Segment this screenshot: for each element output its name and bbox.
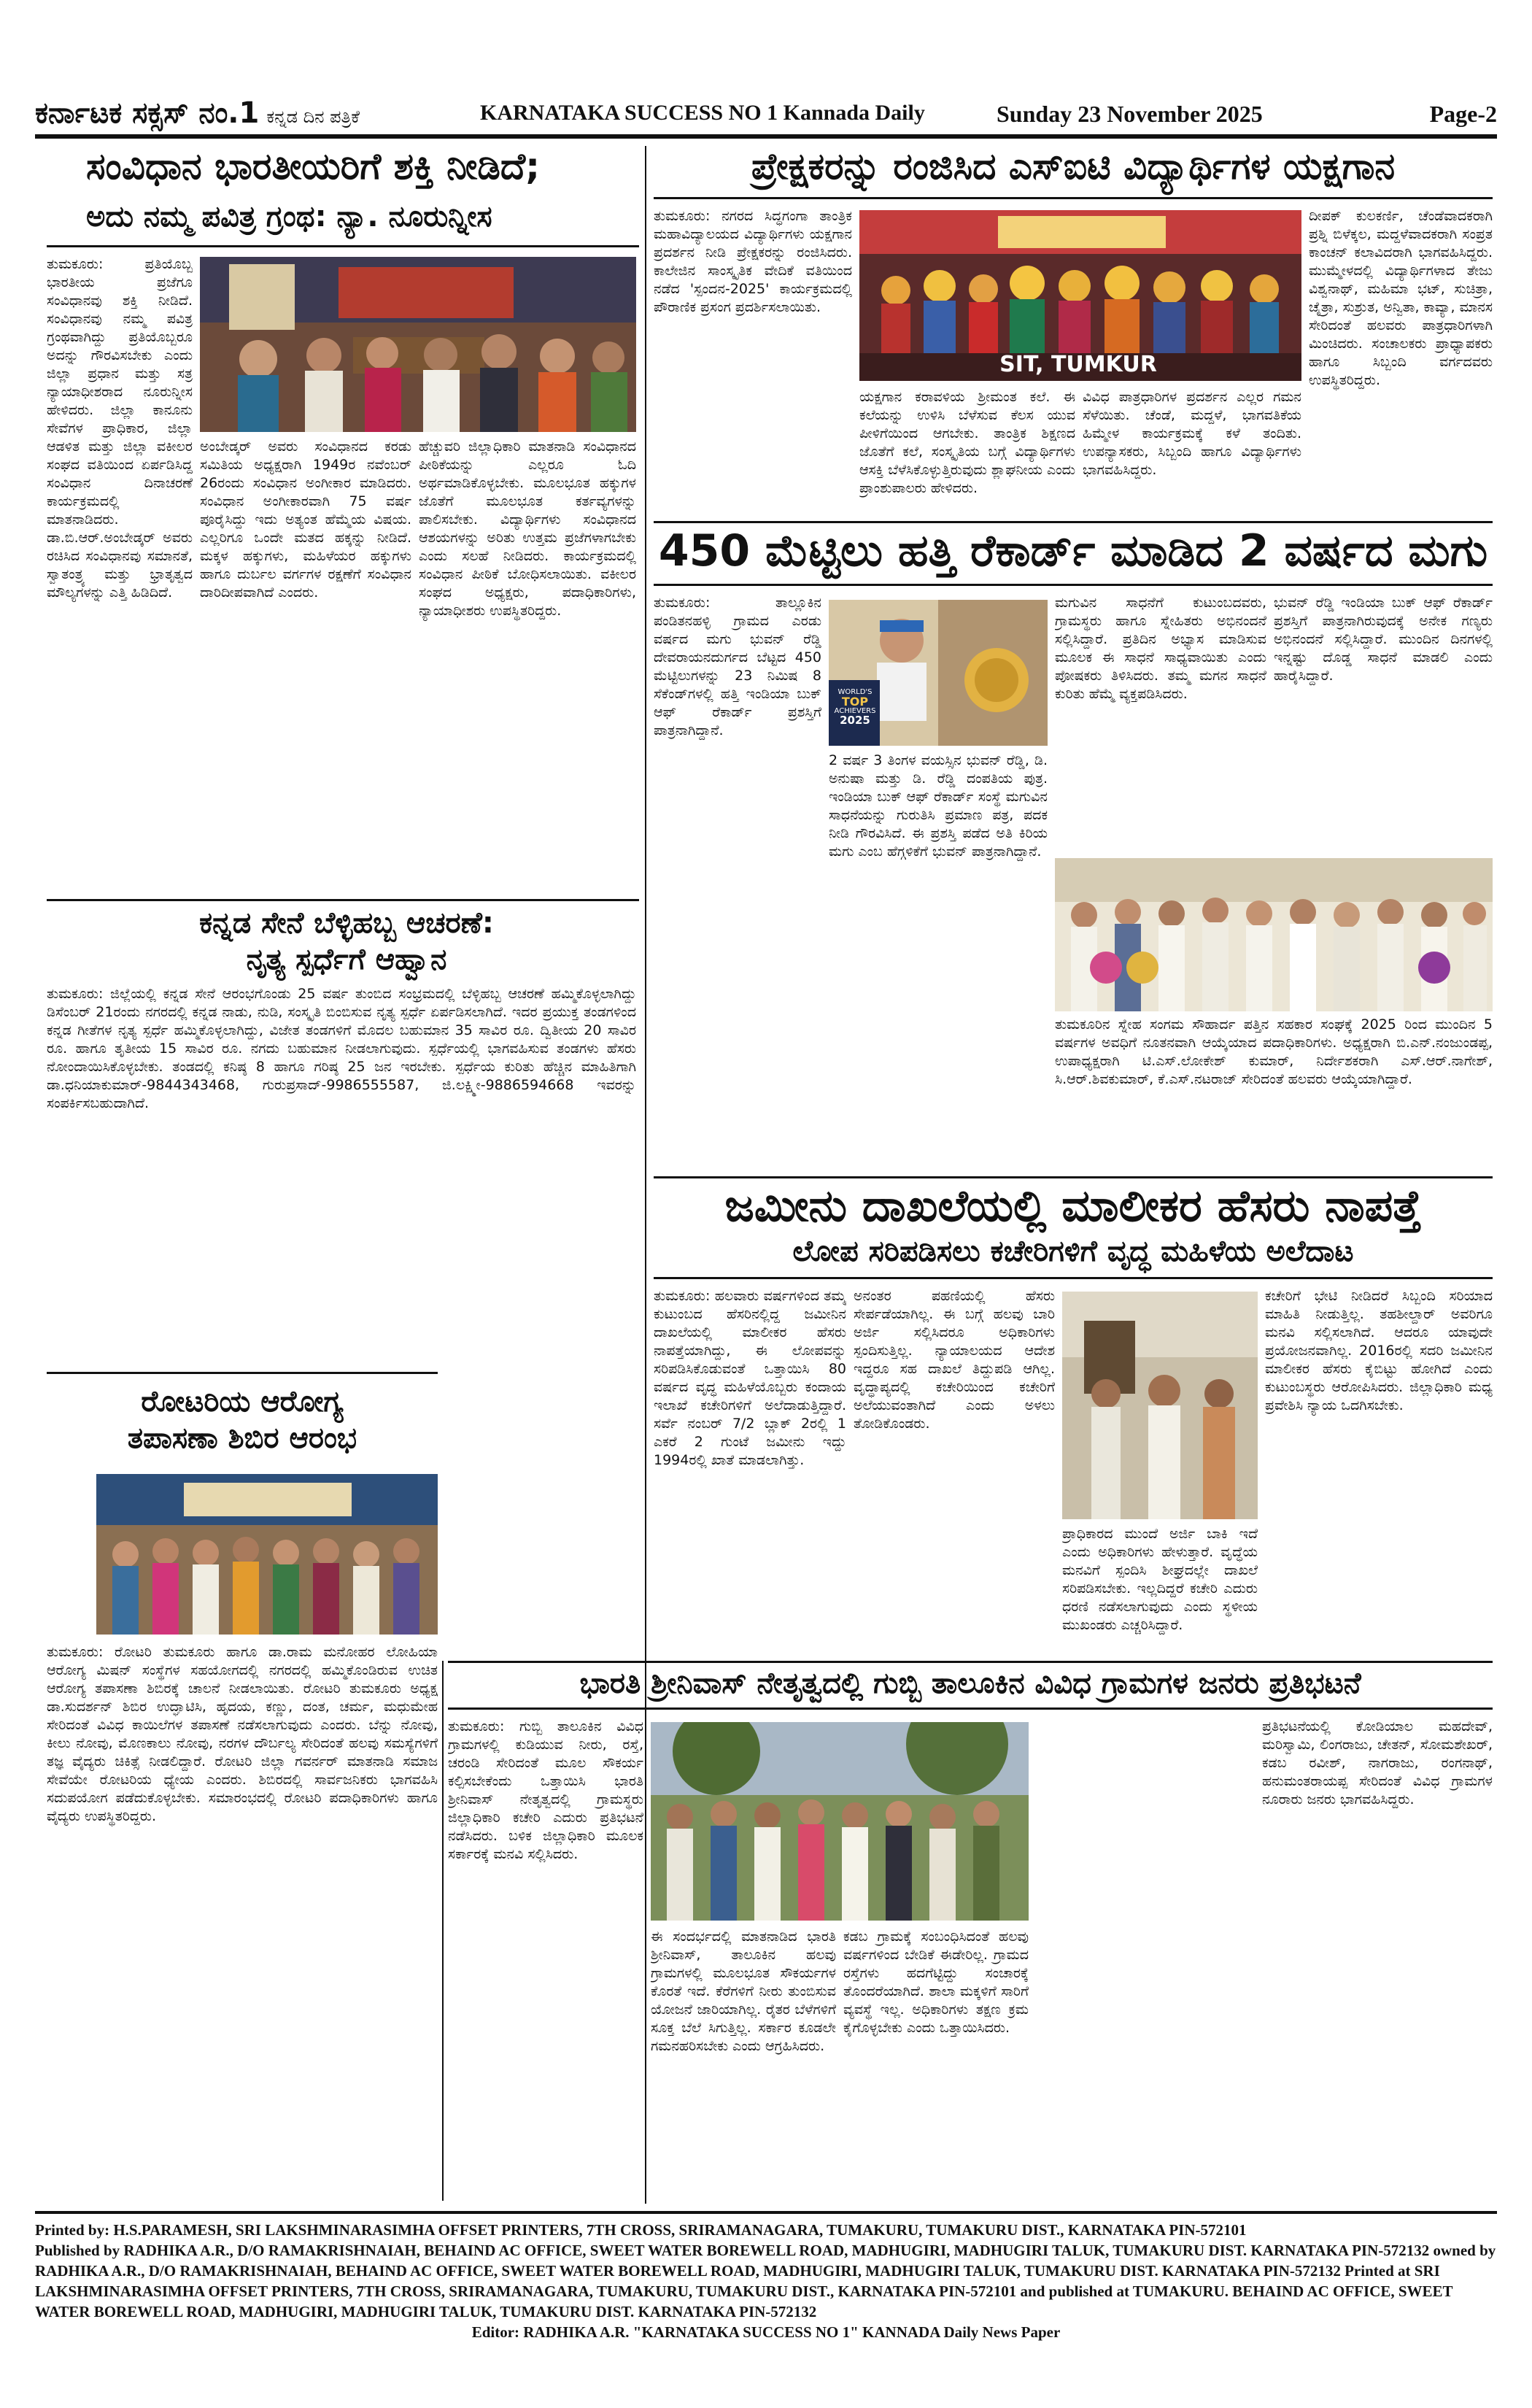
- imprint: [35, 2211, 1497, 2342]
- rotary-headline: ರೋಟರಿಯ ಆರೋಗ್ಯ: [141, 1385, 344, 1419]
- column-rule: [645, 146, 646, 2204]
- protest-body-1: ತುಮಕೂರು: ಗುಬ್ಬಿ ತಾಲೂಕಿನ ವಿವಿಧ ಗ್ರಾಮಗಳಲ್ಲಿ ಕುಡಿಯುವ ನೀರು, ರಸ್ತೆ, ಚರಂಡಿ ಸೇರಿದಂತೆ ಮೂಲ ಸೌಕರ್ಯ ಕಲ್ಪಿಸಬೇಕೆಂದು ಒತ್ತಾಯಿಸಿ ಭಾರತಿ ಶ್ರೀನಿವಾಸ್ ನೇತೃತ್ವದಲ್ಲಿ ಗ್ರಾಮಸ್ಥರು ಜಿಲ್ಲಾಧಿಕಾರಿ ಕಚೇರಿ ಎದುರು ಪ್ರತಿಭಟನೆ ನಡೆಸಿದರು. ಬಳಿಕ ಜಿಲ್ಲಾಧಿಕಾರಿ ಮೂಲಕ ಸರ್ಕಾರಕ್ಕೆ ಮನವಿ ಸಲ್ಲಿಸಿದರು.: [448, 1718, 643, 1862]
- constitution-subhead: ಅದು ನಮ್ಮ ಪವಿತ್ರ ಗ್ರಂಥ: ನ್ಯಾ. ನೂರುನ್ನೀಸ: [86, 200, 492, 234]
- rotary-margin: [47, 1474, 90, 1635]
- land-headline: ಜಮೀನು ದಾಖಲೆಯಲ್ಲಿ ಮಾಲೀಕರ ಹೆಸರು ನಾಪತ್ತೆ: [724, 1181, 1422, 1232]
- rotary-photo-image: [96, 1474, 438, 1635]
- award-badge: WORLD'S TOP ACHIEVERS 2025: [834, 688, 876, 727]
- paper-title: KARNATAKA SUCCESS NO 1 Kannada Daily: [480, 101, 925, 125]
- record-body-1: ತುಮಕೂರು: ತಾಲ್ಲೂಕಿನ ಪಂಡಿತನಹಳ್ಳಿ ಗ್ರಾಮದ ಎರಡು ವರ್ಷದ ಮಗು ಭುವನ್ ರೆಡ್ಡಿ ದೇವರಾಯನದುರ್ಗದ ಬೆಟ್ಟದ 450 ಮೆಟ್ಟಿಲುಗಳನ್ನು 23 ನಿಮಿಷ 8 ಸೆಕೆಂಡ್‌ಗಳಲ್ಲಿ ಹತ್ತಿ ಇಂಡಿಯಾ ಬುಕ್ ಆಫ್ ರೆಕಾರ್ಡ್ ಪ್ರಶಸ್ತಿಗೆ ಪಾತ್ರನಾಗಿದ್ದಾನೆ.: [654, 595, 821, 738]
- constitution-headline: ಸಂವಿಧಾನ ಭಾರತೀಯರಿಗೆ ಶಕ್ತಿ ನೀಡಿದೆ;: [86, 145, 541, 188]
- rotary-body: ತುಮಕೂರು: ರೋಟರಿ ತುಮಕೂರು ಹಾಗೂ ಡಾ.ರಾಮ ಮನೋಹರ ಲೋಹಿಯಾ ಆರೋಗ್ಯ ಮಿಷನ್ ಸಂಸ್ಥೆಗಳ ಸಹಯೋಗದಲ್ಲಿ ನಗರದಲ್ಲಿ ಹಮ್ಮಿಕೊಂಡಿರುವ ಉಚಿತ ಆರೋಗ್ಯ ತಪಾಸಣಾ ಶಿಬಿರಕ್ಕೆ ಚಾಲನೆ ನೀಡಲಾಯಿತು. ರೋಟರಿ ತುಮಕೂರು ಅಧ್ಯಕ್ಷ ಡಾ.ಸುದರ್ಶನ್ ಶಿಬಿರ ಉದ್ಘಾಟಿಸಿ, ಹೃದಯ, ಕಣ್ಣು, ದಂತ, ಚರ್ಮ, ಮಧುಮೇಹ ಸೇರಿದಂತೆ ವಿವಿಧ ಕಾಯಿಲೆಗಳ ತಪಾಸಣೆ ನಡೆಸಲಾಗುವುದು ಎಂದರು. ಬೆನ್ನು ನೋವು, ಕೀಲು ನೋವು, ಮೊಣಕಾಲು ನೋವು, ನರಗಳ ದೌರ್ಬಲ್ಯ ಸೇರಿದಂತೆ ಹಲವು ಸಮಸ್ಯೆಗಳಿಗೆ ತಜ್ಞ ವೈದ್ಯರು ಚಿಕಿತ್ಸೆ ನೀಡಲಿದ್ದಾರೆ. ರೋಟರಿ ಜಿಲ್ಲಾ ಗವರ್ನರ್ ಮಾತನಾಡಿ ಸಮಾಜ ಸೇವೆಯೇ ರೋಟರಿಯ ಧ್ಯೇಯ ಎಂದರು. ಶಿಬಿರದಲ್ಲಿ ಸಾರ್ವಜನಿಕರು ಭಾಗವಹಿಸಿ ಸದುಪಯೋಗ ಪಡೆದುಕೊಳ್ಳಬೇಕು. ಸಮಾರಂಭದಲ್ಲಿ ರೋಟರಿ ಪದಾಧಿಕಾರಿಗಳು ಹಾಗೂ ವೈದ್ಯರು ಉಪಸ್ಥಿತರಿದ್ದರು.: [47, 1644, 438, 1824]
- constitution-body-1: ತುಮಕೂರು: ಪ್ರತಿಯೊಬ್ಬ ಭಾರತೀಯ ಪ್ರಜೆಗೂ ಸಂವಿಧಾನವು ಶಕ್ತಿ ನೀಡಿದೆ. ಸಂವಿಧಾನವು ನಮ್ಮ ಪವಿತ್ರ ಗ್ರಂಥವಾಗಿದ್ದು ಪ್ರತಿಯೊಬ್ಬರೂ ಅದನ್ನು ಗೌರವಿಸಬೇಕು ಎಂದು ಜಿಲ್ಲಾ ಪ್ರಧಾನ ಮತ್ತು ಸತ್ರ ನ್ಯಾಯಾಧೀಶರಾದ ನೂರುನ್ನೀಸ ಹೇಳಿದರು. ಜಿಲ್ಲಾ ಕಾನೂನು ಸೇವೆಗಳ ಪ್ರಾಧಿಕಾರ, ಜಿಲ್ಲಾ ಆಡಳಿತ ಮತ್ತು ಜಿಲ್ಲಾ ವಕೀಲರ ಸಂಘದ ವತಿಯಿಂದ ಏರ್ಪಡಿಸಿದ್ದ ಸಂವಿಧಾನ ದಿನಾಚರಣೆ ಕಾರ್ಯಕ್ರಮದಲ್ಲಿ ಮಾತನಾಡಿದರು. ಡಾ.ಬಿ.ಆರ್.ಅಂಬೇಡ್ಕರ್ ಅವರು ರಚಿಸಿದ ಸಂವಿಧಾನವು ಸಮಾನತೆ, ಸ್ವಾತಂತ್ರ್ಯ ಮತ್ತು ಭ್ರಾತೃತ್ವದ ಮೌಲ್ಯಗಳನ್ನು ಎತ್ತಿ ಹಿಡಿದಿದೆ.: [47, 256, 193, 601]
- constitution-body-2: ಅಂಬೇಡ್ಕರ್ ಅವರು ಸಂವಿಧಾನದ ಕರಡು ಸಮಿತಿಯ ಅಧ್ಯಕ್ಷರಾಗಿ 1949ರ ನವೆಂಬರ್ 26ರಂದು ಸಂವಿಧಾನ ಅಂಗೀಕಾರ ಮಾಡಿದರು. ಸಂವಿಧಾನ ಅಂಗೀಕಾರವಾಗಿ 75 ವರ್ಷ ಪೂರೈಸಿದ್ದು ಇದು ಅತ್ಯಂತ ಹೆಮ್ಮೆಯ ವಿಷಯ. ಎಲ್ಲರಿಗೂ ಒಂದೇ ಮತದ ಹಕ್ಕನ್ನು ನೀಡಿದೆ. ಮಕ್ಕಳ ಹಕ್ಕುಗಳು, ಮಹಿಳೆಯರ ಹಕ್ಕುಗಳು ಹಾಗೂ ದುರ್ಬಲ ವರ್ಗಗಳ ರಕ್ಷಣೆಗೆ ಸಂವಿಧಾನ ದಾರಿದೀಪವಾಗಿದೆ ಎಂದರು.: [200, 439, 411, 601]
- divider: [47, 899, 639, 901]
- protest-photo: [651, 1722, 1029, 1921]
- protest-body-4: ಪ್ರತಿಭಟನೆಯಲ್ಲಿ ಕೋಡಿಯಾಲ ಮಹದೇವ್, ಮರಿಸ್ವಾಮಿ, ಲಿಂಗರಾಜು, ಚೇತನ್, ಸೋಮಶೇಖರ್, ಕಡಬ ರವೀಶ್, ನಾಗರಾಜು, ರಂಗನಾಥ್, ಹನುಮಂತರಾಯಪ್ಪ ಸೇರಿದಂತೆ ವಿವಿಧ ಗ್ರಾಮಗಳ ನೂರಾರು ಜನರು ಭಾಗವಹಿಸಿದ್ದರು.: [1262, 1718, 1493, 1807]
- brand-name: ಕರ್ನಾಟಕ ಸಕ್ಸಸ್ ನಂ.1 ಕನ್ನಡ ದಿನ ಪತ್ರಿಕೆ: [35, 96, 360, 130]
- constitution-body-3: ಹೆಚ್ಚುವರಿ ಜಿಲ್ಲಾಧಿಕಾರಿ ಮಾತನಾಡಿ ಸಂವಿಧಾನದ ಪೀಠಿಕೆಯನ್ನು ಎಲ್ಲರೂ ಓದಿ ಅರ್ಥಮಾಡಿಕೊಳ್ಳಬೇಕು. ಮೂಲಭೂತ ಹಕ್ಕುಗಳ ಜೊತೆಗೆ ಮೂಲಭೂತ ಕರ್ತವ್ಯಗಳನ್ನು ಪಾಲಿಸಬೇಕು. ವಿದ್ಯಾರ್ಥಿಗಳು ಸಂವಿಧಾನದ ಆಶಯಗಳನ್ನು ಅರಿತು ಉತ್ತಮ ಪ್ರಜೆಗಳಾಗಬೇಕು ಎಂದು ಸಲಹೆ ನೀಡಿದರು. ಕಾರ್ಯಕ್ರಮದಲ್ಲಿ ಸಂವಿಧಾನ ಪೀಠಿಕೆ ಬೋಧಿಸಲಾಯಿತು. ವಕೀಲರ ಸಂಘದ ಅಧ್ಯಕ್ಷರು, ಪದಾಧಿಕಾರಿಗಳು, ನ್ಯಾಯಾಧೀಶರು ಉಪಸ್ಥಿತರಿದ್ದರು.: [419, 439, 636, 619]
- kannada-sene-subhead: ನೃತ್ಯ ಸ್ಪರ್ಧೆಗೆ ಆಹ್ವಾನ: [246, 943, 447, 976]
- divider: [654, 584, 1493, 586]
- divider: [47, 245, 639, 247]
- constitution-photo: [200, 257, 636, 432]
- protest-body-3: ಕಡಬ ಗ್ರಾಮಕ್ಕೆ ಸಂಬಂಧಿಸಿದಂತೆ ಹಲವು ವರ್ಷಗಳಿಂದ ಬೇಡಿಕೆ ಈಡೇರಿಲ್ಲ. ಗ್ರಾಮದ ರಸ್ತೆಗಳು ಹದಗೆಟ್ಟಿದ್ದು ಸಂಚಾರಕ್ಕೆ ತೊಂದರೆಯಾಗಿದೆ. ಶಾಲಾ ಮಕ್ಕಳಿಗೆ ಸಾರಿಗೆ ವ್ಯವಸ್ಥೆ ಇಲ್ಲ. ಅಧಿಕಾರಿಗಳು ತಕ್ಷಣ ಕ್ರಮ ಕೈಗೊಳ್ಳಬೇಕು ಎಂದು ಒತ್ತಾಯಿಸಿದರು.: [843, 1929, 1029, 2036]
- land-body-2: ಅನಂತರ ಪಹಣಿಯಲ್ಲಿ ಹೆಸರು ಸೇರ್ಪಡೆಯಾಗಿಲ್ಲ. ಈ ಬಗ್ಗೆ ಹಲವು ಬಾರಿ ಅರ್ಜಿ ಸಲ್ಲಿಸಿದರೂ ಅಧಿಕಾರಿಗಳು ಸ್ಪಂದಿಸುತ್ತಿಲ್ಲ. ನ್ಯಾಯಾಲಯದ ಆದೇಶ ಇದ್ದರೂ ಸಹ ದಾಖಲೆ ತಿದ್ದುಪಡಿ ಆಗಿಲ್ಲ. ವೃದ್ಧಾಪ್ಯದಲ್ಲಿ ಕಚೇರಿಯಿಂದ ಕಚೇರಿಗೆ ಅಲೆಯುವಂತಾಗಿದೆ ಎಂದು ಅಳಲು ತೋಡಿಕೊಂಡರು.: [854, 1288, 1055, 1432]
- record-body-4: ಭುವನ್ ರೆಡ್ಡಿ ಇಂಡಿಯಾ ಬುಕ್ ಆಫ್ ರೆಕಾರ್ಡ್ ಪ್ರಶಸ್ತಿಗೆ ಪಾತ್ರನಾಗಿರುವುದಕ್ಕೆ ಅನೇಕ ಗಣ್ಯರು ಅಭಿನಂದನೆ ಸಲ್ಲಿಸಿದ್ದಾರೆ. ಮುಂದಿನ ದಿನಗಳಲ್ಲಿ ಇನ್ನಷ್ಟು ದೊಡ್ಡ ಸಾಧನೆ ಮಾಡಲಿ ಎಂದು ಹಾರೈಸಿದ್ದಾರೆ.: [1274, 595, 1493, 684]
- imprint-printer: Printed by: H.S.PARAMESH, SRI LAKSHMINARASIMHA OFFSET PRINTERS, 7TH CROSS, SRIRAMANAGARA, TUMAKURU, TUMAKURU DIST., KARNATAKA PIN-572101: [35, 2221, 1247, 2239]
- yakshagana-body-3: ವಿವಿಧ ಪಾತ್ರಧಾರಿಗಳ ಪ್ರದರ್ಶನ ಎಲ್ಲರ ಗಮನ ಸೆಳೆಯಿತು. ಚೆಂಡೆ, ಮದ್ದಳೆ, ಭಾಗವತಿಕೆಯ ಹಿಮ್ಮೇಳ ಕಾರ್ಯಕ್ರಮಕ್ಕೆ ಕಳೆ ತಂದಿತು. ಉಪನ್ಯಾಸಕರು, ಸಿಬ್ಬಂದಿ ಹಾಗೂ ವಿದ್ಯಾರ್ಥಿಗಳು ಭಾಗವಹಿಸಿದ್ದರು.: [1083, 389, 1301, 478]
- society-photo: [1055, 858, 1493, 1011]
- protest-headline: ಭಾರತಿ ಶ್ರೀನಿವಾಸ್ ನೇತೃತ್ವದಲ್ಲಿ ಗುಬ್ಬಿ ತಾಲೂಕಿನ ವಿವಿಧ ಗ್ರಾಮಗಳ ಜನರು ಪ್ರತಿಭಟನೆ: [579, 1667, 1361, 1700]
- land-photo: [1062, 1292, 1258, 1519]
- protest-photo-image: [651, 1722, 1029, 1921]
- column-rule: [442, 1661, 444, 2201]
- record-headline: 450 ಮೆಟ್ಟಿಲು ಹತ್ತಿ ರೆಕಾರ್ಡ್ ಮಾಡಿದ 2 ವರ್ಷದ ಮಗು: [658, 525, 1488, 576]
- photo-banner-text: SIT, TUMKUR: [999, 352, 1157, 377]
- yakshagana-body-4: ದೀಪಕ್ ಕುಲಕರ್ಣಿ, ಚೆಂಡೆವಾದಕರಾಗಿ ಪ್ರಶ್ನಿ ಬಿಳೆಕ್ಕಲ, ಮದ್ದಳೆವಾದಕರಾಗಿ ಸಂಪ್ರತ ಕಾಂಚನ್ ಕಲಾವಿದರಾಗಿ ಭಾಗವಹಿಸಿದ್ದರು. ಮುಮ್ಮೇಳದಲ್ಲಿ ವಿದ್ಯಾರ್ಥಿಗಳಾದ ತೇಜು ವಿಶ್ವನಾಥ್, ಮಹಿಮಾ ಭಟ್, ಸುಚಿತ್ರಾ, ಚೈತ್ರಾ, ಸುಶ್ರುತ, ಅನ್ವಿತಾ, ಕಾವ್ಯಾ, ಮಾನಸ ಸೇರಿದಂತೆ ಹಲವರು ಪಾತ್ರಧಾರಿಗಳಾಗಿ ಮಿಂಚಿದರು. ಸಂಚಾಲಕರು ಪ್ರಾಧ್ಯಾಪಕರು ಹಾಗೂ ಸಿಬ್ಬಂದಿ ವರ್ಗದವರು ಉಪಸ್ಥಿತರಿದ್ದರು.: [1309, 208, 1493, 388]
- kannada-sene-body: ತುಮಕೂರು: ಜಿಲ್ಲೆಯಲ್ಲಿ ಕನ್ನಡ ಸೇನೆ ಆರಂಭಗೊಂಡು 25 ವರ್ಷ ತುಂಬಿದ ಸಂಭ್ರಮದಲ್ಲಿ ಬೆಳ್ಳಿಹಬ್ಬ ಆಚರಣೆ ಹಮ್ಮಿಕೊಳ್ಳಲಾಗಿದ್ದು ಡಿಸೆಂಬರ್ 21ರಂದು ನಗರದಲ್ಲಿ ಕನ್ನಡ ನಾಡು, ನುಡಿ, ಸಂಸ್ಕೃತಿ ಬಿಂಬಿಸುವ ನೃತ್ಯ ಸ್ಪರ್ಧೆ ಏರ್ಪಡಿಸಲಾಗಿದೆ. ಇದರ ಪ್ರಯುಕ್ತ ತಂಡಗಳಿಂದ ಕನ್ನಡ ಗೀತೆಗಳ ನೃತ್ಯ ಸ್ಪರ್ಧೆ ಹಮ್ಮಿಕೊಳ್ಳಲಾಗಿದ್ದು, ವಿಜೇತ ತಂಡಗಳಿಗೆ ಮೊದಲ ಬಹುಮಾನ 35 ಸಾವಿರ ರೂ. ದ್ವಿತೀಯ 20 ಸಾವಿರ ರೂ. ಹಾಗೂ ತೃತೀಯ 15 ಸಾವಿರ ರೂ. ನಗದು ಬಹುಮಾನ ನೀಡಲಾಗುವುದು. ಸ್ಪರ್ಧೆಯಲ್ಲಿ ಭಾಗವಹಿಸುವ ತಂಡಗಳು ಹೆಸರು ನೋಂದಾಯಿಸಿಕೊಳ್ಳಬೇಕು. ತಂಡದಲ್ಲಿ ಕನಿಷ್ಠ 8 ಹಾಗೂ ಗರಿಷ್ಠ 25 ಜನ ಇರಬೇಕು. ಸ್ಪರ್ಧೆಯ ಕುರಿತು ಹೆಚ್ಚಿನ ಮಾಹಿತಿಗಾಗಿ ಡಾ.ಧನಿಯಾಕುಮಾರ್-9844343468, ಗುರುಪ್ರಸಾದ್-9986555587, ಜಿ.ಲಕ್ಷ್ಮೀ-9886594668 ಇವರನ್ನು ಸಂಪರ್ಕಿಸಬಹುದಾಗಿದೆ.: [47, 986, 636, 1111]
- land-body-3: ಕಚೇರಿಗೆ ಭೇಟಿ ನೀಡಿದರೆ ಸಿಬ್ಬಂದಿ ಸರಿಯಾದ ಮಾಹಿತಿ ನೀಡುತ್ತಿಲ್ಲ. ತಹಶೀಲ್ದಾರ್ ಅವರಿಗೂ ಮನವಿ ಸಲ್ಲಿಸಲಾಗಿದೆ. ಆದರೂ ಯಾವುದೇ ಪ್ರಯೋಜನವಾಗಿಲ್ಲ. 2016ರಲ್ಲಿ ಸದರಿ ಜಮೀನಿನ ಮಾಲೀಕರ ಹೆಸರು ಕೈಬಿಟ್ಟು ಹೋಗಿದೆ ಎಂದು ಕುಟುಂಬಸ್ಥರು ಆರೋಪಿಸಿದರು. ಜಿಲ್ಲಾಧಿಕಾರಿ ಮಧ್ಯ ಪ್ರವೇಶಿಸಿ ನ್ಯಾಯ ಒದಗಿಸಬೇಕು.: [1265, 1288, 1493, 1413]
- yakshagana-body-2: ಯಕ್ಷಗಾನ ಕರಾವಳಿಯ ಶ್ರೀಮಂತ ಕಲೆ. ಈ ಕಲೆಯನ್ನು ಉಳಿಸಿ ಬೆಳೆಸುವ ಕೆಲಸ ಯುವ ಪೀಳಿಗೆಯಿಂದ ಆಗಬೇಕು. ತಾಂತ್ರಿಕ ಶಿಕ್ಷಣದ ಜೊತೆಗೆ ಕಲೆ, ಸಂಸ್ಕೃತಿಯ ಬಗ್ಗೆ ವಿದ್ಯಾರ್ಥಿಗಳು ಆಸಕ್ತಿ ಬೆಳೆಸಿಕೊಳ್ಳುತ್ತಿರುವುದು ಶ್ಲಾಘನೀಯ ಎಂದು ಪ್ರಾಂಶುಪಾಲರು ಹೇಳಿದರು.: [859, 389, 1075, 496]
- rotary-photo: [96, 1474, 438, 1635]
- yakshagana-headline: ಪ್ರೇಕ್ಷಕರನ್ನು ರಂಜಿಸಿದ ಎಸ್ಐಟಿ ವಿದ್ಯಾರ್ಥಿಗಳ ಯಕ್ಷಗಾನ: [751, 145, 1396, 188]
- page-number: Page-2: [1429, 101, 1497, 127]
- divider: [47, 1372, 438, 1374]
- land-subhead: ಲೋಪ ಸರಿಪಡಿಸಲು ಕಚೇರಿಗಳಿಗೆ ವೃದ್ಧ ಮಹಿಳೆಯ ಅಲೆದಾಟ: [792, 1235, 1354, 1268]
- protest-body-2: ಈ ಸಂದರ್ಭದಲ್ಲಿ ಮಾತನಾಡಿದ ಭಾರತಿ ಶ್ರೀನಿವಾಸ್, ತಾಲೂಕಿನ ಹಲವು ಗ್ರಾಮಗಳಲ್ಲಿ ಮೂಲಭೂತ ಸೌಕರ್ಯಗಳ ಕೊರತೆ ಇದೆ. ಕೆರೆಗಳಿಗೆ ನೀರು ತುಂಬಿಸುವ ಯೋಜನೆ ಜಾರಿಯಾಗಿಲ್ಲ. ರೈತರ ಬೆಳೆಗಳಿಗೆ ಸೂಕ್ತ ಬೆಲೆ ಸಿಗುತ್ತಿಲ್ಲ. ಸರ್ಕಾರ ಕೂಡಲೇ ಗಮನಹರಿಸಬೇಕು ಎಂದು ಆಗ್ರಹಿಸಿದರು.: [651, 1929, 836, 2054]
- divider: [654, 521, 1493, 523]
- record-photo: [829, 600, 1048, 746]
- divider: [448, 1661, 1493, 1663]
- yakshagana-photo: [859, 210, 1301, 381]
- divider: [654, 197, 1493, 199]
- constitution-photo-image: [200, 257, 636, 432]
- rotary-subhead: ತಪಾಸಣಾ ಶಿಬಿರ ಆರಂಭ: [127, 1421, 357, 1455]
- land-body-1: ತುಮಕೂರು: ಹಲವಾರು ವರ್ಷಗಳಿಂದ ತಮ್ಮ ಕುಟುಂಬದ ಹೆಸರಿನಲ್ಲಿದ್ದ ಜಮೀನಿನ ದಾಖಲೆಯಲ್ಲಿ ಮಾಲೀಕರ ಹೆಸರು ನಾಪತ್ತೆಯಾಗಿದ್ದು, ಈ ಲೋಪವನ್ನು ಸರಿಪಡಿಸಿಕೊಡುವಂತೆ ಒತ್ತಾಯಿಸಿ 80 ವರ್ಷದ ವೃದ್ಧ ಮಹಿಳೆಯೊಬ್ಬರು ಕಂದಾಯ ಇಲಾಖೆ ಕಚೇರಿಗಳಿಗೆ ಅಲೆದಾಡುತ್ತಿದ್ದಾರೆ. ಸರ್ವೆ ನಂಬರ್ 7/2 ಬ್ಲಾಕ್ 2ರಲ್ಲಿ 1 ಎಕರೆ 2 ಗುಂಟೆ ಜಮೀನು ಇದ್ದು 1994ರಲ್ಲಿ ಖಾತೆ ಮಾಡಲಾಗಿತ್ತು.: [654, 1288, 846, 1468]
- imprint-publisher: Published by RADHIKA A.R., D/O RAMAKRISHNAIAH, BEHAIND AC OFFICE, SWEET WATER BOREWELL ROAD, MADHUGIRI, MADHUGIRI TALUK, TUMAKURU DIST. KARNATAKA PIN-572132 owned by RADHIKA A.R., D/O RAMAKRISHNAIAH, BEHAIND AC OFFICE, SWEET WATER BOREWELL ROAD, MADHUGIRI, MADHUGIRI TALUK, TUMAKURU DIST. KARNATAKA PIN-572132 Printed at SRI LAKSHMINARASIMHA OFFSET PRINTERS, 7TH CROSS, SRIRAMANAGARA, TUMAKURU, TUMAKURU DIST., KARNATAKA PIN-572101 and published at TUMAKURU. BEHAIND AC OFFICE, SWEET WATER BOREWELL ROAD, MADHUGIRI, MADHUGIRI TALUK, TUMAKURU DIST. KARNATAKA PIN-572132: [35, 2242, 1496, 2320]
- society-caption: ತುಮಕೂರಿನ ಸ್ನೇಹ ಸಂಗಮ ಸೌಹಾರ್ದ ಪತ್ತಿನ ಸಹಕಾರ ಸಂಘಕ್ಕೆ 2025 ರಿಂದ ಮುಂದಿನ 5 ವರ್ಷಗಳ ಅವಧಿಗೆ ನೂತನವಾಗಿ ಆಯ್ಕೆಯಾದ ಪದಾಧಿಕಾರಿಗಳು. ಅಧ್ಯಕ್ಷರಾಗಿ ಬಿ.ಎನ್.ನಂಜುಂಡಪ್ಪ, ಉಪಾಧ್ಯಕ್ಷರಾಗಿ ಟಿ.ಎಸ್.ಲೋಕೇಶ್ ಕುಮಾರ್, ನಿರ್ದೇಶಕರಾಗಿ ಎಸ್.ಆರ್.ನಾಗೇಶ್, ಸಿ.ಆರ್.ಶಿವಕುಮಾರ್, ಕೆ.ಎಸ್.ನಟರಾಜ್ ಸೇರಿದಂತೆ ಹಲವರು ಆಯ್ಕೆಯಾಗಿದ್ದಾರೆ.: [1055, 1016, 1493, 1087]
- yakshagana-body-1: ತುಮಕೂರು: ನಗರದ ಸಿದ್ಧಗಂಗಾ ತಾಂತ್ರಿಕ ಮಹಾವಿದ್ಯಾಲಯದ ವಿದ್ಯಾರ್ಥಿಗಳು ಯಕ್ಷಗಾನ ಪ್ರದರ್ಶನ ನೀಡಿ ಪ್ರೇಕ್ಷಕರನ್ನು ರಂಜಿಸಿದರು. ಕಾಲೇಜಿನ ಸಾಂಸ್ಕೃತಿಕ ವೇದಿಕೆ ವತಿಯಿಂದ ನಡೆದ 'ಸ್ಪಂದನ-2025' ಕಾರ್ಯಕ್ರಮದಲ್ಲಿ ಪೌರಾಣಿಕ ಪ್ರಸಂಗ ಪ್ರದರ್ಶಿಸಲಾಯಿತು.: [654, 208, 852, 315]
- kannada-sene-headline: ಕನ್ನಡ ಸೇನೆ ಬೆಳ್ಳಿಹಬ್ಬ ಆಚರಣೆ:: [199, 906, 494, 940]
- issue-date: Sunday 23 November 2025: [997, 101, 1263, 127]
- divider: [654, 1277, 1493, 1279]
- land-photo-image: [1062, 1292, 1258, 1519]
- divider: [654, 1176, 1493, 1178]
- society-photo-image: [1055, 858, 1493, 1011]
- record-body-2: 2 ವರ್ಷ 3 ತಿಂಗಳ ವಯಸ್ಸಿನ ಭುವನ್ ರೆಡ್ಡಿ, ಡಿ. ಅನುಷಾ ಮತ್ತು ಡಿ. ರೆಡ್ಡಿ ದಂಪತಿಯ ಪುತ್ರ. ಇಂಡಿಯಾ ಬುಕ್ ಆಫ್ ರೆಕಾರ್ಡ್ ಸಂಸ್ಥೆ ಮಗುವಿನ ಸಾಧನೆಯನ್ನು ಗುರುತಿಸಿ ಪ್ರಮಾಣ ಪತ್ರ, ಪದಕ ನೀಡಿ ಗೌರವಿಸಿದೆ. ಈ ಪ್ರಶಸ್ತಿ ಪಡೆದ ಅತಿ ಕಿರಿಯ ಮಗು ಎಂಬ ಹೆಗ್ಗಳಿಕೆಗೆ ಭುವನ್ ಪಾತ್ರನಾಗಿದ್ದಾನೆ.: [829, 752, 1048, 860]
- divider: [448, 1707, 1493, 1710]
- protest-body-3b: [1036, 1718, 1255, 2202]
- masthead: [35, 93, 1497, 139]
- land-body-4: ಪ್ರಾಧಿಕಾರದ ಮುಂದೆ ಅರ್ಜಿ ಬಾಕಿ ಇದೆ ಎಂದು ಅಧಿಕಾರಿಗಳು ಹೇಳುತ್ತಾರೆ. ವೃದ್ಧೆಯ ಮನವಿಗೆ ಸ್ಪಂದಿಸಿ ಶೀಘ್ರದಲ್ಲೇ ದಾಖಲೆ ಸರಿಪಡಿಸಬೇಕು. ಇಲ್ಲದಿದ್ದರೆ ಕಚೇರಿ ಎದುರು ಧರಣಿ ನಡೆಸಲಾಗುವುದು ಎಂದು ಸ್ಥಳೀಯ ಮುಖಂಡರು ಎಚ್ಚರಿಸಿದ್ದಾರೆ.: [1062, 1526, 1258, 1633]
- brand-tagline: ಕನ್ನಡ ದಿನ ಪತ್ರಿಕೆ: [266, 107, 360, 127]
- imprint-editor: Editor: RADHIKA A.R. "KARNATAKA SUCCESS NO 1" KANNADA Daily News Paper: [471, 2323, 1061, 2341]
- record-body-3: ಮಗುವಿನ ಸಾಧನೆಗೆ ಕುಟುಂಬದವರು, ಗ್ರಾಮಸ್ಥರು ಹಾಗೂ ಸ್ನೇಹಿತರು ಅಭಿನಂದನೆ ಸಲ್ಲಿಸಿದ್ದಾರೆ. ಪ್ರತಿದಿನ ಅಭ್ಯಾಸ ಮಾಡಿಸುವ ಮೂಲಕ ಈ ಸಾಧನೆ ಸಾಧ್ಯವಾಯಿತು ಎಂದು ಪೋಷಕರು ತಿಳಿಸಿದರು. ತಮ್ಮ ಮಗನ ಸಾಧನೆ ಕುರಿತು ಹೆಮ್ಮೆ ವ್ಯಕ್ತಪಡಿಸಿದರು.: [1055, 595, 1266, 702]
